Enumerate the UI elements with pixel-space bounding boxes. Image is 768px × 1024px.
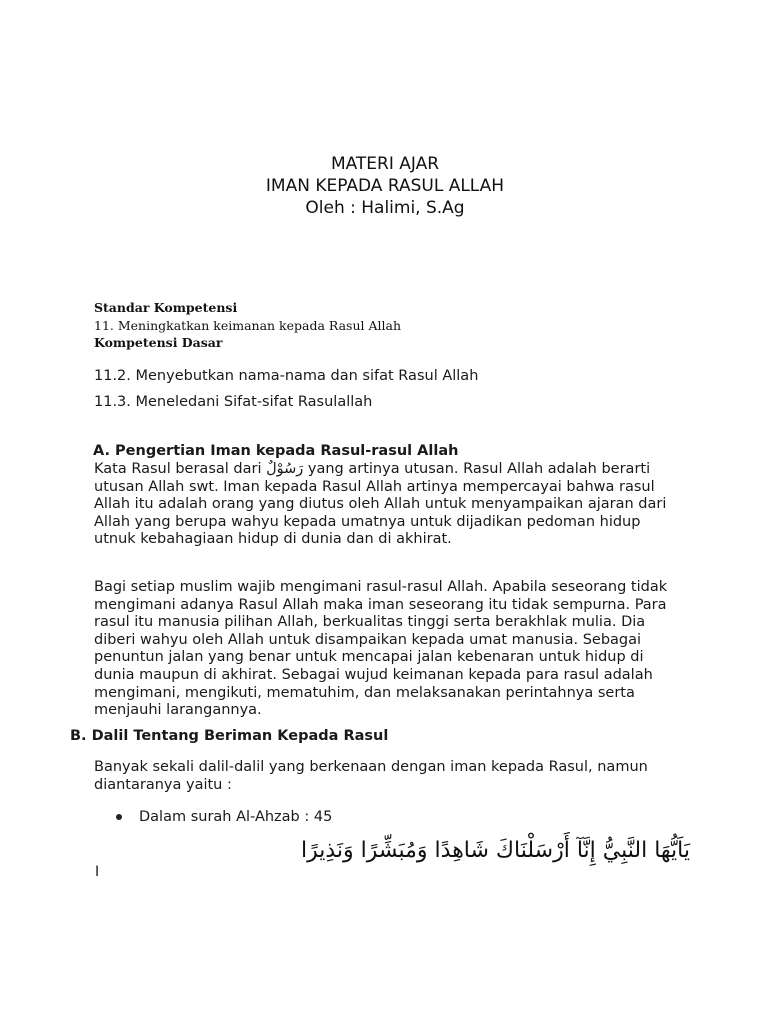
title-line-1: MATERI AJAR <box>330 154 440 174</box>
section-b-paragraph: Banyak sekali dalil-dalil yang berkenaan dengan iman kepada Rasul, namun diantaranya yaitu : <box>94 759 648 793</box>
section-a-paragraph-2: Bagi setiap muslim wajib mengimani rasul-rasul Allah. Apabila seseorang tidak mengimani adanya Rasul Allah maka iman seseorang itu tidak sempurna. Para rasul itu manusia pilihan Allah, berkualitas tinggi serta berakhlak mulia. Dia diberi wahyu oleh Allah untuk disampaikan kepada umat manusia. Sebagai penuntun jalan yang benar untuk mencapai jalan kebenaran untuk hidup di dunia maupun di akhirat. Sebagai wujud keimanan kepada para rasul adalah mengimani, mengikuti, mematuhim, dan melaksanakan perintahnya serta menjauhi larangannya. <box>94 579 668 719</box>
standar-kompetensi-item: 11. Meningkatkan keimanan kepada Rasul Allah <box>94 318 402 333</box>
bullet-text: Dalam surah Al-Ahzab : 45 <box>139 809 333 825</box>
standar-kompetensi-heading: Standar Kompetensi <box>94 300 238 315</box>
section-b-heading: B. Dalil Tentang Beriman Kepada Rasul <box>70 728 389 744</box>
title-block <box>0 153 768 219</box>
kompetensi-dasar-item: 11.3. Meneledani Sifat-sifat Rasulallah <box>94 394 373 410</box>
text-cursor: I <box>95 864 100 880</box>
section-a-heading: A. Pengertian Iman kepada Rasul-rasul Allah <box>93 443 459 459</box>
kompetensi-dasar-heading: Kompetensi Dasar <box>94 335 223 350</box>
arabic-verse: يَاَيُّهَا النَّبِيُّ إِنَّآ أَرْسَلْنَاكَ شَاهِدًا وَمُبَشِّرًا وَنَذِيرًا <box>300 838 690 863</box>
title-line-2: IMAN KEPADA RASUL ALLAH <box>265 176 505 196</box>
section-a-paragraph-1: Kata Rasul berasal dari رَسُوْلٌ yang artinya utusan. Rasul Allah adalah berarti utusan Allah swt. Iman kepada Rasul Allah artinya mempercayai bahwa rasul Allah itu adalah orang yang diutus oleh Allah untuk menyampaikan ajaran dari Allah yang berupa wahyu kepada umatnya untuk dijadikan pedoman hidup utnuk kebahagiaan hidup di dunia dan di akhirat. <box>94 461 667 548</box>
kompetensi-dasar-item: 11.2. Menyebutkan nama-nama dan sifat Rasul Allah <box>94 368 479 384</box>
bullet-icon <box>116 814 122 820</box>
bullet-list-item <box>116 808 332 826</box>
title-author: Oleh : Halimi, S.Ag <box>305 198 465 218</box>
